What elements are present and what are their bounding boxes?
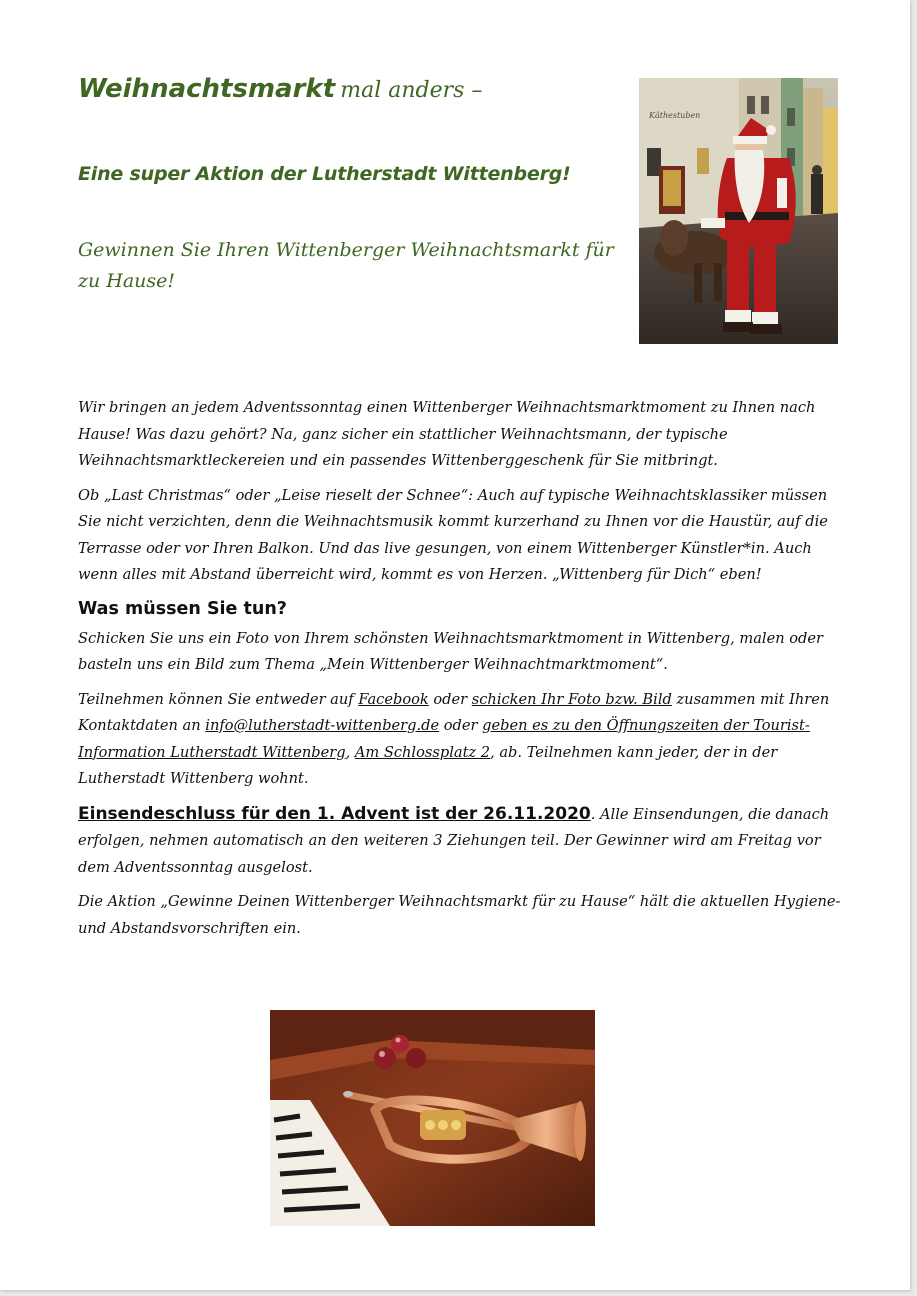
article-body [78, 395, 843, 950]
paragraph-4-text-3: zusammen mit Ihren Kontaktdaten an [78, 690, 830, 734]
deadline-text: Einsendeschluss für den 1. Advent ist der 26.11.2020 [78, 803, 591, 824]
paragraph-4-text-6: , ab. Teilnehmen kann jeder, der in der Lutherstadt Wittenberg wohnt. [78, 743, 778, 787]
document-tagline: Gewinnen Sie Ihren Wittenberger Weihnachtsmarkt für zu Hause! [78, 239, 614, 292]
paragraph-2: Ob „Last Christmas“ oder „Leise rieselt der Schnee“: Auch auf typische Weihnachtsklassiker müssen Sie nicht verzichten, denn die Weihnachtsmusik kommt kurzerhand zu Ihnen vor die Haustür, auf die Terrasse oder vor Ihren Balkon. Und das live gesungen, von einem Wittenberger Künstler*in. Auch wenn alles mit Abstand überreicht wird, kommt es von Herzen. „Wittenberg für Dich“ eben! [78, 486, 828, 583]
title-rest: mal anders – [340, 78, 483, 103]
paragraph-6: Die Aktion „Gewinne Deinen Wittenberger Weihnachtsmarkt für zu Hause“ hält die aktuellen Hygiene- und Abstandsvorschriften ein. [78, 893, 841, 937]
trumpet-piano-photo [270, 1010, 595, 1226]
paragraph-4-text-2: oder [428, 690, 472, 708]
send-photo-link[interactable]: schicken Ihr Foto bzw. Bild [471, 690, 672, 708]
title-bold: Weihnachtsmarkt [78, 74, 336, 104]
paragraph-5-text: . Alle Einsendungen, die danach erfolgen, nehmen automatisch an den weiteren 3 Ziehungen teil. Der Gewinner wird am Freitag vor dem Adventssonntag ausgelost. [78, 805, 830, 876]
paragraph-4 [78, 687, 843, 793]
paragraph-4-text-5: , [345, 743, 355, 761]
document-title [78, 74, 482, 104]
paragraph-3: Schicken Sie uns ein Foto von Ihrem schönsten Weihnachtsmarktmoment in Wittenberg, malen oder basteln uns ein Bild zum Thema „Mein Wittenberger Weihnachtmarktmoment“. [78, 629, 823, 673]
document-subtitle: Eine super Aktion der Lutherstadt Wittenberg! [78, 163, 571, 185]
santa-photo [639, 78, 838, 344]
santa-photo-sign: Käthestuben [649, 111, 701, 120]
paragraph-1: Wir bringen an jedem Adventssonntag einen Wittenberger Weihnachtsmarktmoment zu Ihnen nach Hause! Was dazu gehört? Na, ganz sicher ein stattlicher Weihnachtsmann, der typische Weihnachtsmarktleckereien und ein passendes Wittenberggeschenk für Sie mitbringt. [78, 399, 816, 469]
section-heading: Was müssen Sie tun? [78, 598, 287, 619]
opening-hours-link[interactable]: geben es zu den Öffnungszeiten der Tourist-Information Lutherstadt Wittenberg [78, 717, 810, 761]
paragraph-4-text-1: Teilnehmen können Sie entweder auf [78, 690, 359, 708]
paragraph-4-text-4: oder [439, 717, 483, 734]
facebook-link[interactable]: Facebook [358, 690, 429, 708]
email-link[interactable]: info@lutherstadt-wittenberg.de [205, 717, 440, 734]
address-link[interactable]: Am Schlossplatz 2 [354, 743, 491, 761]
paragraph-5 [78, 801, 843, 882]
